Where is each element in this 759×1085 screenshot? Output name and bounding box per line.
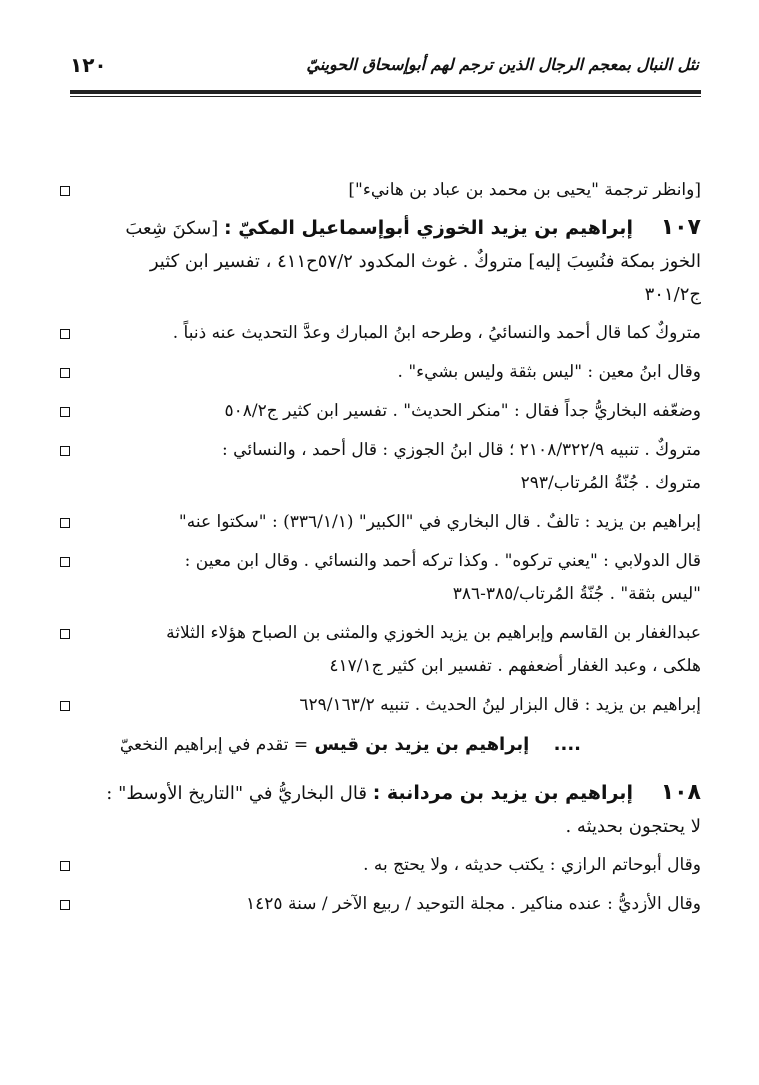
checkbox-bullet-icon [60,518,70,528]
checkbox-bullet-icon [60,186,70,196]
note-line: "ليس بثقة" . جُنّةُ المُرتاب/٣٨٥-٣٨٦ [452,584,701,604]
note-line: إبراهيم بن يزيد : تالفٌ . قال البخاري في "الكبير" (٣٣٦/١/١) : "سكتوا عنه" [178,512,701,532]
checkbox-bullet-icon [60,900,70,910]
note-line: وقال أبوحاتم الرازي : يكتب حديثه ، ولا يحتج به . [363,855,701,875]
entry-intro: قال البخاريُّ في "التاريخ الأوسط" : [106,783,367,804]
note-item [58,545,701,611]
checkbox-bullet-icon [60,407,70,417]
note-line: عبدالغفار بن القاسم وإبراهيم بن يزيد الخوزي والمثنى بن الصباح هؤلاء الثلاثة [166,623,701,643]
running-title: نثل النبال بمعجم الرجال الذين ترجم لهم أبوإسحاق الحوينيّ [306,55,699,74]
header-rule-thin [70,96,701,97]
checkbox-bullet-icon [60,701,70,711]
entry-line: الخوز بمكة فنُسِبَ إليه] متروكٌ . غوث المكدود ٥٧/٢ح٤١١ ، تفسير ابن كثير [149,251,701,272]
entry-intro: [سكنَ شِعبَ [125,218,219,239]
page-content [58,168,701,921]
cross-ref-name: إبراهيم بن يزيد بن قيس [314,734,530,755]
note-line: متروكٌ . تنبيه ٢١٠٨/٣٢٢/٩ ؛ قال ابنُ الجوزي : قال أحمد ، والنسائي : [222,440,701,460]
checkbox-bullet-icon [60,861,70,871]
note-item [58,506,701,539]
note-line: متروكٌ كما قال أحمد والنسائيُ ، وطرحه ابنُ المبارك وعدَّ التحديث عنه ذنباً . [172,323,701,343]
note-item [58,617,701,683]
note-line: متروك . جُنّةُ المُرتاب/٢٩٣ [520,473,701,493]
checkbox-bullet-icon [60,446,70,456]
entry-108-notes [58,849,701,921]
entry-107-notes [58,317,701,722]
top-note-text: [وانظر ترجمة "يحيى بن محمد بن عباد بن هانيء"] [348,180,701,200]
entry-number: ١٠٨ [660,780,701,805]
note-item [58,395,701,428]
note-line: إبراهيم بن يزيد : قال البزار لينُ الحديث . تنبيه ٦٢٩/١٦٣/٢ [299,695,701,715]
note-item [58,849,701,882]
note-line: وضعّفه البخاريُّ جداً فقال : "منكر الحديث" . تفسير ابن كثير ج٥٠٨/٢ [224,401,701,421]
entry-name: إبراهيم بن يزيد الخوزي أبوإسماعيل المكيّ : [223,217,633,239]
note-line: وقال ابنُ معين : "ليس بثقة وليس بشيء" . [397,362,701,382]
entry-name: إبراهيم بن يزيد بن مردانبة : [372,782,633,804]
entry-line: لا يحتجون بحديثه . [565,816,701,837]
note-item [58,888,701,921]
checkbox-bullet-icon [60,629,70,639]
entry-107 [58,211,701,311]
note-item [58,689,701,722]
entry-number: ١٠٧ [660,215,701,240]
checkbox-bullet-icon [60,557,70,567]
cross-ref-dots: .... [553,734,581,755]
cross-ref-target: = تقدم في إبراهيم النخعيّ [119,735,309,755]
note-item [58,317,701,350]
entry-108 [58,776,701,843]
note-line: وقال الأزديُّ : عنده مناكير . مجلة التوحيد / ربيع الآخر / سنة ١٤٢٥ [246,894,701,914]
checkbox-bullet-icon [60,368,70,378]
header-rule-thick [70,90,701,94]
cross-reference [58,728,701,762]
note-line: هلكى ، وعبد الغفار أضعفهم . تفسير ابن كثير ج٤١٧/١ [329,656,701,676]
note-item [58,434,701,500]
page-number: ١٢٠ [70,53,107,77]
entry-line: ج٣٠١/٢ [644,284,701,305]
checkbox-bullet-icon [60,329,70,339]
top-note [58,174,701,207]
page-header [70,55,699,89]
note-item [58,356,701,389]
note-line: قال الدولابي : "يعني تركوه" . وكذا تركه أحمد والنسائي . وقال ابن معين : [184,551,701,571]
